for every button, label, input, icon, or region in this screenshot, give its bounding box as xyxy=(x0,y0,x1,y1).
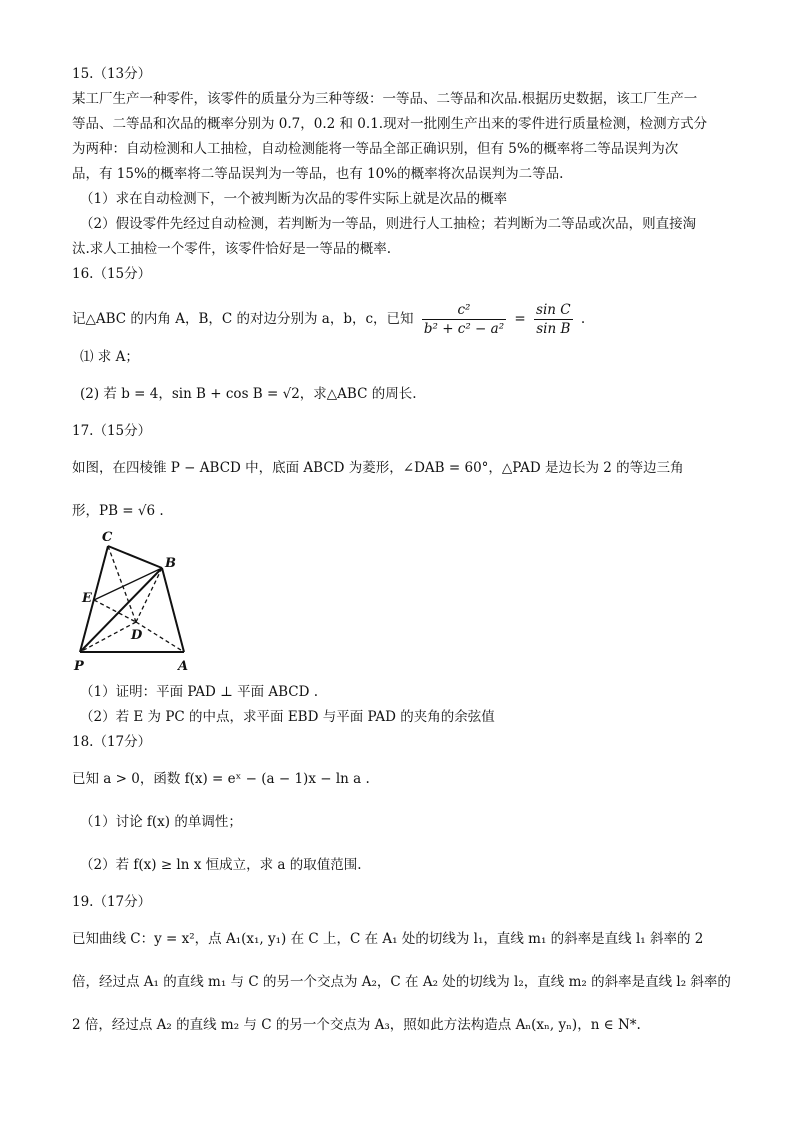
question-15-part-2-line-1: （2）假设零件先经过自动检测，若判断为一等品，则进行人工抽检；若判断为二等品或次品，则直接淘 xyxy=(80,216,697,232)
question-16-part-1: ⑴ 求 A； xyxy=(80,349,139,365)
question-16-part-2: (2) 若 b = 4，sin B + cos B = √2，求△ABC 的周长. xyxy=(80,386,417,402)
dashed-DP xyxy=(80,622,136,652)
question-18 xyxy=(72,730,722,878)
fraction-c-squared xyxy=(422,301,506,338)
vertex-label-D: D xyxy=(131,628,143,643)
question-15-part-1: （1）求在自动检测下，一个被判断为次品的零件实际上就是次品的概率 xyxy=(80,191,508,207)
question-19-stem-line-1: 已知曲线 C：y = x²，点 A₁(x₁, y₁) 在 C 上，C 在 A₁ 处的切线为 l₁，直线 m₁ 的斜率是直线 l₁ 斜率的 2 xyxy=(72,931,704,947)
question-16-stem xyxy=(72,299,722,339)
question-16-header: 16.（15分） xyxy=(72,266,152,282)
pyramid-diagram xyxy=(72,530,212,676)
question-15-header: 15.（13分） xyxy=(72,66,152,82)
edge-CB xyxy=(108,546,162,568)
vertex-label-B: B xyxy=(165,556,176,571)
fraction-numerator: sin C xyxy=(536,302,571,318)
equals-sign: = xyxy=(514,311,526,327)
question-17-stem-line-1: 如图，在四棱锥 P − ABCD 中，底面 ABCD 为菱形，∠DAB = 60°，△PAD 是边长为 2 的等边三角 xyxy=(72,460,684,476)
stem-period: . xyxy=(580,311,586,327)
pyramid-figure xyxy=(72,530,722,676)
question-15-part-2-line-2: 汰.求人工抽检一个零件，该零件恰好是一等品的概率. xyxy=(72,241,392,257)
fraction-numerator: c² xyxy=(422,301,506,320)
question-17-part-2: （2）若 E 为 PC 的中点，求平面 EBD 与平面 PAD 的夹角的余弦值 xyxy=(80,709,495,725)
question-15-stem-line-2: 等品、二等品和次品的概率分别为 0.7，0.2 和 0.1.现对一批刚生产出来的零件进行质量检测，检测方式分 xyxy=(72,116,708,132)
vertex-label-P: P xyxy=(74,659,84,674)
question-15-stem-line-3: 为两种：自动检测和人工抽检，自动检测能将一等品全部正确识别，但有 5%的概率将二等品误判为次 xyxy=(72,141,679,157)
question-17-header: 17.（15分） xyxy=(72,423,152,439)
dashed-BD xyxy=(136,568,162,622)
question-17 xyxy=(72,419,722,730)
question-19 xyxy=(72,890,731,1038)
question-17-part-1: （1）证明：平面 PAD ⊥ 平面 ABCD . xyxy=(80,684,319,700)
question-19-header: 19.（17分） xyxy=(72,894,152,910)
vertex-label-E: E xyxy=(82,591,92,606)
fraction-denominator: b² + c² − a² xyxy=(423,321,505,337)
question-19-stem-line-3: 2 倍，经过点 A₂ 的直线 m₂ 与 C 的另一个交点为 A₃，照如此方法构造点 Aₙ(xₙ, yₙ)，n ∈ N*. xyxy=(72,1017,641,1033)
vertex-label-A: A xyxy=(178,659,189,674)
dashed-ED xyxy=(94,600,136,622)
segment-EB xyxy=(94,568,162,600)
question-18-header: 18.（17分） xyxy=(72,734,152,750)
question-18-stem: 已知 a > 0，函数 f(x) = eˣ − (a − 1)x − ln a . xyxy=(72,771,370,787)
fraction-sine-ratio xyxy=(534,301,573,338)
question-17-stem-line-2: 形，PB = √6 . xyxy=(72,503,164,519)
exam-page xyxy=(72,62,731,1038)
fraction-denominator: sin B xyxy=(536,321,571,337)
edge-BA xyxy=(162,568,184,652)
dashed-CD xyxy=(108,546,136,622)
question-16-stem-text: 记△ABC 的内角 A，B，C 的对边分别为 a，b，c，已知 xyxy=(72,311,414,327)
question-18-part-1: （1）讨论 f(x) 的单调性； xyxy=(80,814,242,830)
question-19-stem-line-2: 倍，经过点 A₁ 的直线 m₁ 与 C 的另一个交点为 A₂，C 在 A₂ 处的切线为 l₂，直线 m₂ 的斜率是直线 l₂ 斜率的 xyxy=(72,974,731,990)
question-18-part-2: （2）若 f(x) ≥ ln x 恒成立，求 a 的取值范围. xyxy=(80,857,362,873)
question-15 xyxy=(72,62,722,262)
vertex-label-C: C xyxy=(102,530,113,545)
question-15-stem-line-4: 品，有 15%的概率将二等品误判为一等品，也有 10%的概率将次品误判为二等品. xyxy=(72,166,564,182)
question-16 xyxy=(72,262,722,407)
question-15-stem-line-1: 某工厂生产一种零件，该零件的质量分为三种等级：一等品、二等品和次品.根据历史数据，该工厂生产一 xyxy=(72,91,698,107)
